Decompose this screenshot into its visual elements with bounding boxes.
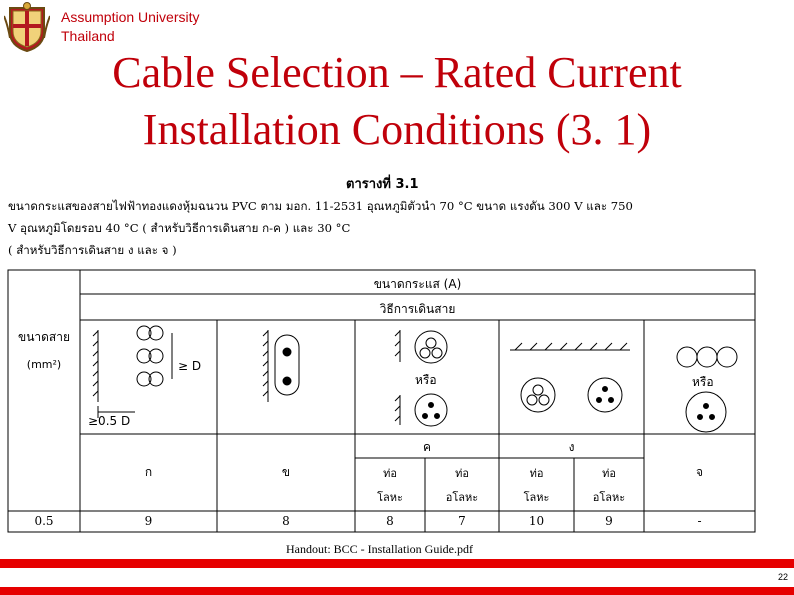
table-caption-line2: V อุณหภูมิโดยรอบ 40 °C ( สำหรับวิธีการเดินสาย ก-ค ) และ 30 °C — [8, 221, 351, 235]
col-c2-line1: ท่อ — [455, 467, 469, 480]
col-c2-line2: อโลหะ — [445, 491, 479, 504]
slide-title-line1: Cable Selection – Rated Current — [112, 48, 682, 97]
row-size: 0.5 — [34, 514, 54, 528]
university-name-line2: Thailand — [61, 28, 115, 44]
handout-reference: Handout: BCC - Installation Guide.pdf — [286, 542, 473, 556]
group-d-header: ง — [568, 440, 575, 454]
col-d1-header — [499, 462, 574, 510]
spacing-label: ≥ D — [178, 359, 202, 373]
slide-title-line2: Installation Conditions (3. 1) — [142, 105, 652, 154]
method-b-illustration — [263, 330, 299, 402]
col-c1-line1: ท่อ — [383, 467, 397, 480]
col-c1-header — [355, 462, 425, 510]
col-b-header: ข — [281, 465, 291, 479]
value-c1: 8 — [386, 514, 394, 528]
value-d2: 9 — [605, 514, 613, 528]
size-unit: (mm²) — [26, 358, 62, 371]
method-d-illustration — [510, 343, 630, 412]
footer-accent-bar-bottom — [0, 587, 794, 595]
col-e-header: จ — [695, 465, 704, 479]
col-a-header: ก — [144, 465, 153, 479]
table-caption-line3: ( สำหรับวิธีการเดินสาย ง และ จ ) — [8, 243, 177, 257]
value-e: - — [697, 514, 702, 528]
current-header: ขนาดกระแส (A) — [373, 277, 462, 291]
size-label: ขนาดสาย — [17, 330, 71, 344]
col-d2-header — [574, 462, 644, 510]
col-d1-line2: โลหะ — [523, 491, 550, 504]
footer-accent-bar-top — [0, 559, 794, 568]
col-d1-line1: ท่อ — [529, 467, 544, 480]
university-name-line1: Assumption University — [61, 9, 200, 25]
col-d2-line1: ท่อ — [602, 467, 616, 480]
group-c-header: ค — [422, 440, 432, 454]
col-d2-line2: อโลหะ — [592, 491, 626, 504]
value-a: 9 — [144, 514, 153, 528]
value-b: 8 — [282, 514, 290, 528]
or-label-e: หรือ — [692, 375, 714, 389]
table-caption-line1: ขนาดกระแสของสายไฟฟ้าทองแดงหุ้มฉนวน PVC ตาม มอก. 11-2531 อุณหภูมิตัวนำ 70 °C ขนาด แรงดัน 300 V และ 750 — [8, 199, 633, 213]
method-a-illustration — [93, 326, 172, 418]
method-header: วิธีการเดินสาย — [379, 302, 456, 316]
page-number: 22 — [777, 572, 788, 582]
value-d1: 10 — [528, 514, 545, 528]
min-spacing-label: ≥0.5 D — [88, 414, 131, 428]
col-c2-header — [425, 462, 499, 510]
or-label-c: หรือ — [415, 373, 437, 387]
value-c2: 7 — [458, 514, 466, 528]
table-heading: ตารางที่ 3.1 — [346, 177, 419, 192]
col-c1-line2: โลหะ — [377, 491, 403, 504]
